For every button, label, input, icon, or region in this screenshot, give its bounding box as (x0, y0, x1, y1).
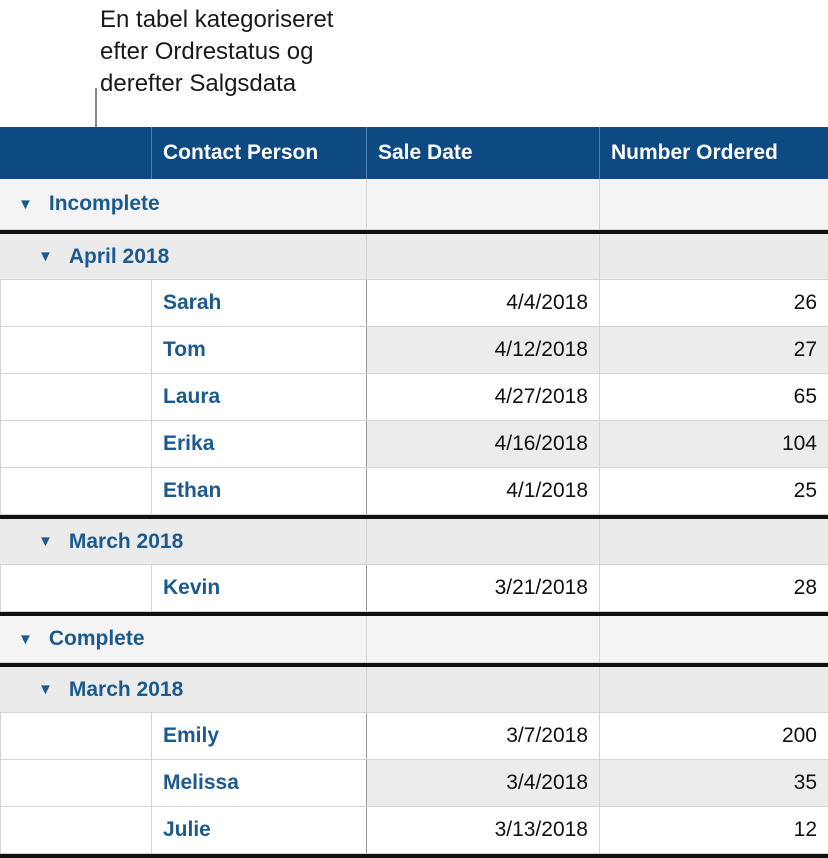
subcategory-row-march-2018[interactable] (0, 663, 828, 713)
sale-date-cell[interactable]: 3/4/2018 (366, 760, 599, 806)
table-row[interactable] (0, 713, 828, 760)
contact-person-cell[interactable]: Ethan (151, 468, 366, 514)
number-ordered-cell[interactable]: 26 (599, 280, 828, 326)
table-bottom-border (0, 854, 828, 858)
number-ordered-cell[interactable]: 27 (599, 327, 828, 373)
subcategory-row-april-2018[interactable] (0, 230, 828, 280)
table-header-row (0, 127, 828, 179)
callout-line: efter Ordrestatus og (100, 38, 314, 65)
contact-person-cell[interactable]: Erika (151, 421, 366, 467)
disclosure-triangle-icon[interactable]: ▼ (18, 195, 33, 213)
disclosure-triangle-icon[interactable]: ▼ (38, 681, 53, 698)
disclosure-triangle-icon[interactable]: ▼ (38, 533, 53, 550)
table-row[interactable] (0, 760, 828, 807)
table-row[interactable] (0, 374, 828, 421)
subcategory-label: April 2018 (68, 244, 170, 268)
disclosure-triangle-icon[interactable]: ▼ (38, 248, 53, 265)
number-ordered-cell[interactable]: 104 (599, 421, 828, 467)
number-ordered-cell[interactable]: 35 (599, 760, 828, 806)
header-cell-category[interactable] (0, 127, 151, 179)
category-label: Incomplete (48, 192, 160, 215)
number-ordered-cell[interactable]: 200 (599, 713, 828, 759)
disclosure-triangle-icon[interactable]: ▼ (18, 630, 33, 648)
sale-date-cell[interactable]: 4/4/2018 (366, 280, 599, 326)
sale-date-cell[interactable]: 4/16/2018 (366, 421, 599, 467)
table-row[interactable] (0, 565, 828, 612)
subcategory-label: March 2018 (68, 677, 184, 701)
contact-person-cell[interactable]: Kevin (151, 565, 366, 611)
contact-person-cell[interactable]: Tom (151, 327, 366, 373)
sale-date-cell[interactable]: 3/13/2018 (366, 807, 599, 853)
table-row[interactable] (0, 468, 828, 515)
callout-line: derefter Salgsdata (100, 70, 297, 97)
number-ordered-cell[interactable]: 12 (599, 807, 828, 853)
table-row[interactable] (0, 327, 828, 374)
category-label: Complete (48, 627, 145, 650)
contact-person-cell[interactable]: Melissa (151, 760, 366, 806)
category-row-complete[interactable] (0, 612, 828, 663)
sale-date-cell[interactable]: 3/7/2018 (366, 713, 599, 759)
contact-person-cell[interactable]: Julie (151, 807, 366, 853)
number-ordered-cell[interactable]: 65 (599, 374, 828, 420)
number-ordered-cell[interactable]: 25 (599, 468, 828, 514)
sale-date-cell[interactable]: 4/12/2018 (366, 327, 599, 373)
header-cell-contact-person[interactable]: Contact Person (151, 127, 366, 179)
subcategory-row-march-2018[interactable] (0, 515, 828, 565)
sale-date-cell[interactable]: 4/27/2018 (366, 374, 599, 420)
table-row[interactable] (0, 280, 828, 327)
category-row-incomplete[interactable] (0, 179, 828, 230)
table-row[interactable] (0, 807, 828, 854)
callout-line: En tabel kategoriseret (100, 6, 334, 33)
header-cell-sale-date[interactable]: Sale Date (366, 127, 599, 179)
contact-person-cell[interactable]: Sarah (151, 280, 366, 326)
contact-person-cell[interactable]: Laura (151, 374, 366, 420)
categorized-table (0, 127, 828, 858)
header-cell-number-ordered[interactable]: Number Ordered (599, 127, 828, 179)
sale-date-cell[interactable]: 3/21/2018 (366, 565, 599, 611)
number-ordered-cell[interactable]: 28 (599, 565, 828, 611)
callout-annotation (100, 4, 520, 100)
table-row[interactable] (0, 421, 828, 468)
contact-person-cell[interactable]: Emily (151, 713, 366, 759)
subcategory-label: March 2018 (68, 529, 184, 553)
sale-date-cell[interactable]: 4/1/2018 (366, 468, 599, 514)
